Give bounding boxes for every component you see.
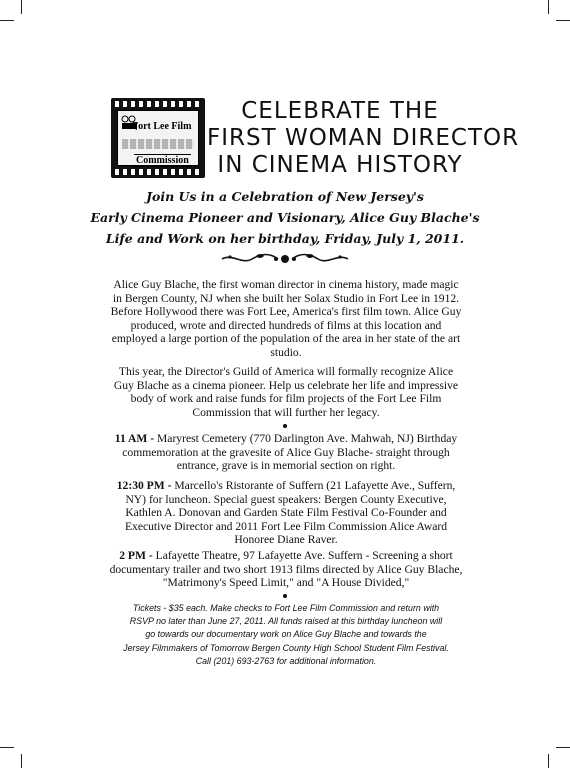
- logo-panel: [117, 110, 199, 166]
- title-line: CELEBRATE THE: [241, 98, 439, 124]
- title-line: FIRST WOMAN DIRECTOR: [207, 125, 520, 151]
- tickets-line: RSVP no later than June 27, 2011. All funds raised at this birthday luncheon will: [129, 616, 443, 627]
- film-strip-decoration: [122, 139, 194, 149]
- tickets-line: Tickets - $35 each. Make checks to Fort Lee Film Commission and return with: [132, 603, 440, 613]
- recognition-paragraph: This year, the Director's Guild of America will formally recognize Alice Guy Blache as a cinema pioneer. Help us celebrate her life and impressive body of work and raise funds for film projects of the Fort Lee Film Commission that will further her legacy.: [113, 365, 459, 419]
- crop-mark: [0, 20, 14, 21]
- intro-paragraph: Alice Guy Blache, the first woman director in cinema history, made magic in Bergen County, NJ when she built her Solax Studio in Fort Lee in 1912. Before Hollywood there was Fort Lee, America's first film town. Alice Guy produced, wrote and directed hundreds of films at this location and employed a large portion of the population of the area in her state of the art studio.: [110, 278, 462, 359]
- event-luncheon: [108, 479, 464, 547]
- tickets-info: [105, 602, 467, 668]
- crop-mark: [0, 747, 14, 748]
- bullet-divider: [283, 594, 287, 598]
- tickets-line: go towards our documentary work on Alice Guy Blache and towards the: [145, 629, 427, 640]
- film-perforations: [115, 169, 201, 175]
- event-time: 11 AM -: [114, 432, 155, 445]
- logo-text-line2: Commission: [136, 155, 189, 166]
- subtitle-line: Early Cinema Pioneer and Visionary, Alice Guy Blache's: [90, 210, 480, 225]
- event-description: Maryrest Cemetery (770 Darlington Ave. Mahwah, NJ) Birthday commemoration at the gravesite of Alice Guy Blache- straight through entrance, grave is in memorial section on right.: [122, 432, 458, 473]
- crop-mark: [21, 754, 22, 768]
- event-screening: [108, 549, 464, 590]
- logo-text-line1: Fort Lee Film: [132, 121, 192, 132]
- event-time: 12:30 PM -: [116, 479, 172, 492]
- crop-mark: [556, 20, 570, 21]
- title-line: IN CINEMA HISTORY: [217, 152, 463, 178]
- event-description: Lafayette Theatre, 97 Lafayette Ave. Suffern - Screening a short documentary trailer and two short 1913 films directed by Alice Guy Blache, "Matrimony's Speed Limit," and "A House Divided,": [109, 549, 463, 590]
- tickets-line: Jersey Filmmakers of Tomorrow Bergen County High School Student Film Festival.: [123, 642, 449, 653]
- crop-mark: [548, 754, 549, 768]
- flourish-ornament-icon: [220, 251, 350, 267]
- event-cemetery: [108, 432, 464, 473]
- crop-mark: [21, 0, 22, 14]
- subtitle-line: Join Us in a Celebration of New Jersey's: [146, 189, 424, 204]
- tickets-line: Call (201) 693-2763 for additional information.: [195, 655, 377, 666]
- event-description: Marcello's Ristorante of Suffern (21 Lafayette Ave., Suffern, NY) for luncheon. Special guest speakers: Bergen County Executive, Kathlen A. Donovan and Garden State Film Festival Co-Founder and Executive Director and 2011 Fort Lee Film Commission Alice Award Honoree Diane Raver.: [124, 479, 456, 547]
- flyer-title: [207, 98, 520, 179]
- film-perforations: [115, 101, 201, 107]
- crop-mark: [548, 0, 549, 14]
- bullet-divider: [283, 424, 287, 428]
- flyer-header: [111, 98, 520, 178]
- event-time: 2 PM -: [119, 549, 153, 562]
- fort-lee-film-commission-logo: [111, 98, 205, 178]
- crop-mark: [556, 747, 570, 748]
- subtitle-line: Life and Work on her birthday, Friday, July 1, 2011.: [105, 231, 465, 246]
- invitation-subtitle: [80, 186, 490, 249]
